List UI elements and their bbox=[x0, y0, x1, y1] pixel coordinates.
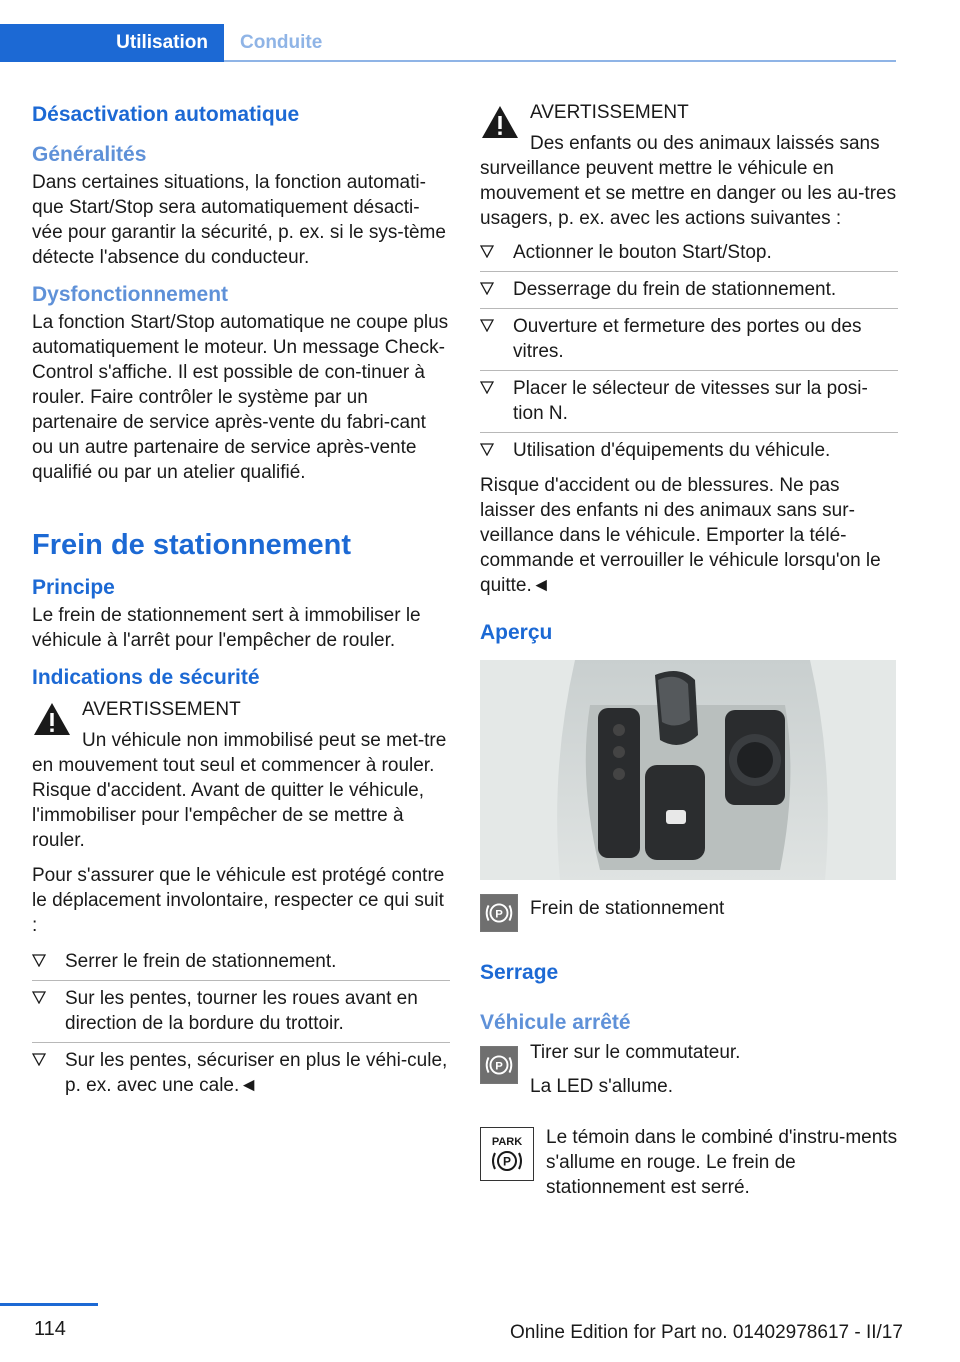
svg-text:P: P bbox=[495, 1060, 503, 1073]
list-item-text: Sur les pentes, sécuriser en plus le véhi‐cule, p. ex. avec une cale.◄ bbox=[65, 1050, 448, 1096]
heading-auto-off: Désactivation automatique bbox=[32, 103, 300, 126]
list-item-text: Desserrage du frein de stationnement. bbox=[513, 279, 837, 300]
edition-text: Online Edition for Part no. 01402978617 - II/17 bbox=[510, 1322, 903, 1343]
paragraph-principle: Le frein de stationnement sert à immobiliser le véhicule à l'arrêt pour l'empêcher de rouler. bbox=[32, 605, 421, 651]
list-item bbox=[480, 235, 898, 272]
safety-list bbox=[32, 944, 450, 1104]
header-bar bbox=[0, 0, 896, 62]
pull-switch-row bbox=[480, 1040, 898, 1099]
warning-text: Un véhicule non immobilisé peut se met‐tre en mouvement tout seul et commencer à rouler. Risque d'accident. Avant de quitter le véhicule, l'immobiliser pour l'empêcher de se mettre à rouler. bbox=[32, 730, 447, 851]
parking-brake-icon bbox=[480, 894, 518, 932]
triangle-bullet-icon bbox=[480, 443, 494, 456]
caption-row bbox=[480, 894, 898, 932]
park-indicator-icon bbox=[480, 1127, 534, 1181]
list-item bbox=[32, 981, 450, 1043]
heading-parking-brake: Frein de stationnement bbox=[32, 529, 352, 561]
page-number: 114 bbox=[34, 1318, 66, 1340]
header-rule bbox=[224, 60, 896, 62]
caption-text: Frein de stationnement bbox=[530, 898, 725, 919]
list-item-text: Sur les pentes, tourner les roues avant en direction de la bordure du trottoir. bbox=[65, 988, 418, 1034]
triangle-bullet-icon bbox=[480, 381, 494, 394]
left-column bbox=[32, 100, 450, 1104]
list-item bbox=[480, 272, 898, 309]
warning-block-vehicle bbox=[32, 697, 450, 853]
actions-list bbox=[480, 235, 898, 469]
list-item-text: Utilisation d'équipements du véhicule. bbox=[513, 440, 831, 461]
paragraph-malfunction: La fonction Start/Stop automatique ne coupe plus automatiquement le moteur. Un message Check-Control s'affiche. Il est possible de con‐tinuer à rouler. Faire contrôler le système par un partenaire de service après-vente du fabri‐cant ou un autre partenaire de service après-vente qualifié ou par un atelier qualifié. bbox=[32, 312, 449, 483]
list-item-text: Placer le sélecteur de vitesses sur la posi‐tion N. bbox=[513, 378, 868, 424]
list-item-text: Ouverture et fermeture des portes ou des vitres. bbox=[513, 316, 862, 362]
warning-triangle-icon bbox=[480, 104, 520, 140]
warning-title: AVERTISSEMENT bbox=[82, 699, 241, 720]
right-column bbox=[480, 100, 898, 1200]
triangle-bullet-icon bbox=[480, 282, 494, 295]
warning-block-children bbox=[480, 100, 898, 231]
console-illustration bbox=[480, 660, 896, 880]
heading-principle: Principe bbox=[32, 576, 115, 599]
heading-apply: Serrage bbox=[480, 961, 559, 984]
triangle-bullet-icon bbox=[32, 991, 46, 1004]
heading-general: Généralités bbox=[32, 143, 147, 166]
heading-safety: Indications de sécurité bbox=[32, 666, 260, 689]
list-item bbox=[32, 1043, 450, 1104]
footer-rule bbox=[0, 1303, 98, 1306]
list-item bbox=[480, 371, 898, 433]
warning-text: Des enfants ou des animaux laissés sans surveillance peuvent mettre le véhicule en mouvement et se mettre en danger ou les au‐tres usagers, p. ex. avec les actions suivantes : bbox=[480, 133, 897, 229]
paragraph-pull: Tirer sur le commutateur. bbox=[530, 1042, 741, 1063]
parking-brake-icon bbox=[480, 1046, 518, 1084]
warning-title: AVERTISSEMENT bbox=[530, 102, 689, 123]
park-label: PARK bbox=[491, 1136, 523, 1148]
svg-text:P: P bbox=[502, 1154, 512, 1169]
list-item-text: Serrer le frein de stationnement. bbox=[65, 951, 337, 972]
paragraph-indicator: Le témoin dans le combiné d'instru‐ments s'allume en rouge. Le frein de stationnement est serré. bbox=[546, 1127, 898, 1198]
tab-utilisation[interactable]: Utilisation bbox=[0, 24, 224, 62]
heading-malfunction: Dysfonctionnement bbox=[32, 283, 229, 306]
paragraph-ensure: Pour s'assurer que le véhicule est protégé contre le déplacement involontaire, respecter ce qui suit : bbox=[32, 865, 445, 936]
triangle-bullet-icon bbox=[32, 1053, 46, 1066]
list-item-text: Actionner le bouton Start/Stop. bbox=[513, 242, 772, 263]
svg-text:P: P bbox=[495, 908, 503, 921]
triangle-bullet-icon bbox=[32, 954, 46, 967]
list-item bbox=[480, 309, 898, 371]
heading-stationary: Véhicule arrêté bbox=[480, 1011, 631, 1034]
paragraph-led: La LED s'allume. bbox=[530, 1076, 674, 1097]
triangle-bullet-icon bbox=[480, 319, 494, 332]
list-item bbox=[32, 944, 450, 981]
triangle-bullet-icon bbox=[480, 245, 494, 258]
indicator-row bbox=[480, 1125, 898, 1200]
list-item bbox=[480, 433, 898, 469]
warning-triangle-icon bbox=[32, 701, 72, 737]
paragraph-risk: Risque d'accident ou de blessures. Ne pas laisser des enfants ni des animaux sans sur‐veillance dans le véhicule. Emporter la télé‐commande et verrouiller le véhicule lorsqu'on le quitte.◄ bbox=[480, 475, 881, 596]
paragraph-general: Dans certaines situations, la fonction automati‐que Start/Stop sera automatiquement désacti‐vée pour garantir la sécurité, p. ex. si le sys‐tème détecte l'absence du conducteur. bbox=[32, 172, 446, 268]
heading-overview: Aperçu bbox=[480, 621, 553, 644]
parking-brake-photo bbox=[480, 660, 896, 880]
tab-conduite[interactable]: Conduite bbox=[240, 32, 323, 53]
